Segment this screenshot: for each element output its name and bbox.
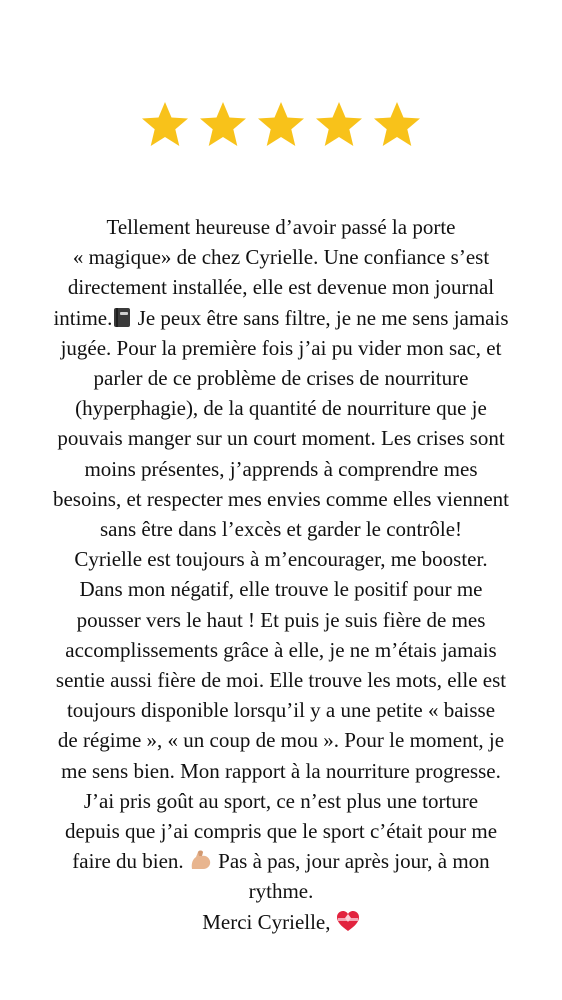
flexed-biceps-icon	[189, 849, 213, 871]
review-line: besoins, et respecter mes envies comme elles viennent	[52, 486, 509, 511]
review-fragment: intime.	[53, 305, 113, 330]
review-fragment: Pas à pas, jour après jour, à mon	[212, 849, 490, 874]
review-line: toujours disponible lorsqu’il y a une petite « baisse	[66, 698, 496, 723]
review-line: pousser vers le haut ! Et puis je suis fière de mes	[76, 607, 486, 632]
star-icon	[314, 100, 364, 150]
review-fragment: faire du bien.	[72, 849, 184, 874]
review-line: jugée. Pour la première fois j’ai pu vider mon sac, et	[60, 335, 502, 360]
review-line: Cyrielle est toujours à m’encourager, me booster.	[74, 547, 488, 572]
review-line	[18, 303, 544, 333]
review-line: sentie aussi fière de moi. Elle trouve les mots, elle est	[55, 668, 507, 693]
review-line: de régime », « un coup de mou ». Pour le moment, je	[57, 728, 505, 753]
review-line: rythme.	[248, 879, 314, 904]
star-rating	[0, 100, 562, 150]
star-icon	[256, 100, 306, 150]
review-line: depuis que j’ai compris que le sport c’était pour me	[64, 819, 498, 844]
star-icon	[140, 100, 190, 150]
review-line: parler de ce problème de crises de nourriture	[93, 366, 469, 391]
review-line: moins présentes, j’apprends à comprendre mes	[84, 456, 478, 481]
review-line: J’ai pris goût au sport, ce n’est plus une torture	[83, 788, 479, 813]
review-line: pouvais manger sur un court moment. Les crises sont	[57, 426, 505, 451]
review-line	[18, 907, 544, 937]
review-line: me sens bien. Mon rapport à la nourriture progresse.	[61, 758, 501, 783]
review-line: Tellement heureuse d’avoir passé la porte	[106, 215, 456, 239]
review-line	[18, 846, 544, 876]
star-icon	[372, 100, 422, 150]
review-line: Dans mon négatif, elle trouve le positif pour me	[79, 577, 483, 602]
review-fragment: Merci Cyrielle,	[202, 909, 336, 934]
review-line: (hyperphagie), de la quantité de nourriture que je	[75, 396, 487, 421]
review-line: « magique» de chez Cyrielle. Une confiance s’est	[72, 245, 490, 270]
notebook-icon	[112, 307, 132, 328]
review-text	[18, 212, 544, 937]
heart-with-ribbon-icon	[336, 910, 360, 932]
review-line: accomplissements grâce à elle, je ne m’étais jamais	[65, 637, 497, 662]
review-line: directement installée, elle est devenue mon journal	[67, 275, 495, 300]
star-icon	[198, 100, 248, 150]
review-line: sans être dans l’excès et garder le contrôle!	[99, 517, 463, 542]
review-fragment: Je peux être sans filtre, je ne me sens jamais	[132, 305, 509, 330]
